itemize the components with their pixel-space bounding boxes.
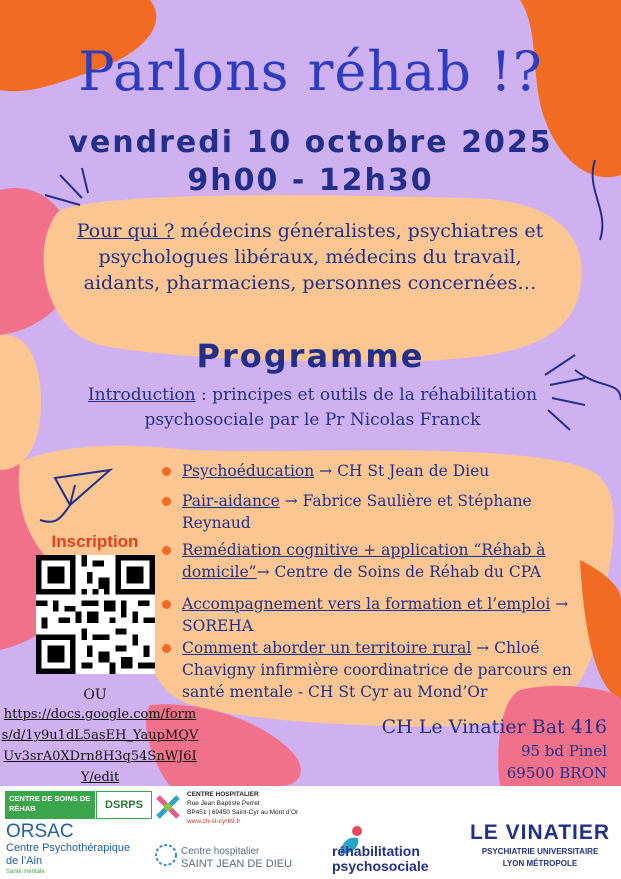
vinatier-name: LE VINATIER (469, 821, 611, 844)
bullet-icon (162, 600, 171, 609)
event-time: 9h00 - 12h30 (187, 163, 434, 198)
intro-text: : principes et outils de la réhabilitation psychosociale par le Pr Nicolas Franck (144, 385, 538, 430)
bullet-icon (162, 644, 171, 653)
bullet-icon (162, 497, 171, 506)
item-label: Pair-aidance (182, 492, 280, 510)
venue-city: 69500 BRON (506, 764, 607, 782)
audience-text (60, 218, 560, 296)
sjd-line2: SAINT JEAN DE DIEU (181, 858, 293, 870)
orsac-sub1: Centre Psychothérapique (6, 842, 131, 854)
venue-name: CH Le Vinatier Bat 416 (381, 716, 607, 738)
programme-title: Programme (196, 337, 425, 375)
qr-code-icon[interactable] (36, 555, 155, 674)
sjd-logo-icon (155, 844, 177, 866)
audience-label: Pour qui ? (76, 220, 175, 242)
ch-st-cyr-block (187, 790, 298, 826)
item-label: Remédiation cognitive + application “Réhab à domicile” (182, 541, 546, 581)
item-text: → Chloé Chavigny infirmière coordinatrice de parcours en santé mentale - CH St Cyr au Mond’Or (182, 639, 572, 701)
item-text: → Centre de Soins de Réhab du CPA (256, 563, 541, 581)
programme-item (182, 593, 602, 637)
rehab-logo-text (332, 844, 429, 874)
audience-list: médecins généralistes, psychiatres et psychologues libéraux, médecins du travail, aidants, pharmaciens, personnes concernées… (83, 220, 544, 294)
item-label: Comment aborder un territoire rural (182, 639, 472, 657)
page-title: Parlons réhab !? (78, 40, 543, 103)
dsrps-logo-text: DSRPS (105, 799, 143, 811)
venue-street: 95 bd Pinel (520, 742, 607, 760)
ch-title: CENTRE HOSPITALIER (187, 791, 259, 798)
item-label: Accompagnement vers la formation et l’emploi (182, 595, 551, 613)
programme-item (182, 637, 602, 703)
orsac-sub3: Santé mentale (6, 869, 45, 875)
registration-link[interactable] (0, 704, 200, 788)
csr-logo (5, 791, 95, 819)
sjd-logo-text (181, 846, 292, 870)
dsrps-logo (96, 791, 152, 819)
cross-logo-icon (155, 794, 181, 820)
orsac-sub2: de l’Ain (6, 855, 43, 867)
item-text: → CH St Jean de Dieu (314, 462, 490, 480)
vinatier-sub1: PSYCHIATRIE UNIVERSITAIRE (481, 847, 599, 856)
orsac-logo (6, 822, 130, 876)
event-date: vendredi 10 octobre 2025 (68, 125, 553, 160)
ch-addr2: BP451 | 69450 Saint-Cyr au Mont d’Or (187, 809, 299, 816)
programme-item (182, 490, 602, 534)
vinatier-sub2: LYON MÉTROPOLE (502, 859, 578, 868)
or-label: OU (83, 687, 107, 703)
programme-intro (55, 383, 570, 433)
programme-item (182, 460, 602, 482)
ch-addr1: Rue Jean Baptiste Perret (187, 800, 260, 807)
vinatier-logo (466, 820, 614, 870)
item-text: → Fabrice Saulière et Stéphane Reynaud (182, 492, 532, 532)
intro-label: Introduction (87, 385, 196, 405)
footer-logos (0, 786, 621, 879)
orsac-name: ORSAC (6, 821, 74, 842)
rehab-line1: réhabilitation (332, 843, 420, 859)
registration-url[interactable]: https://docs.google.com/forms/d/1y9u1dL5asEH_YaupMQVUv3srA0XDrn8H3q54SnWJ6IY/edit (1, 707, 199, 785)
item-label: Psychoéducation (182, 462, 315, 480)
rehab-line2: psychosociale (332, 858, 429, 874)
sjd-line1: Centre hospitalier (181, 846, 260, 857)
ch-website: www.ch-st-cyr69.fr (187, 818, 241, 825)
programme-item (182, 539, 602, 583)
inscription-label: Inscription (51, 532, 139, 551)
bullet-icon (162, 467, 171, 476)
csr-logo-text: CENTRE DE SOINS DE RÉHAB (9, 794, 91, 813)
item-text: → SOREHA (182, 595, 569, 635)
